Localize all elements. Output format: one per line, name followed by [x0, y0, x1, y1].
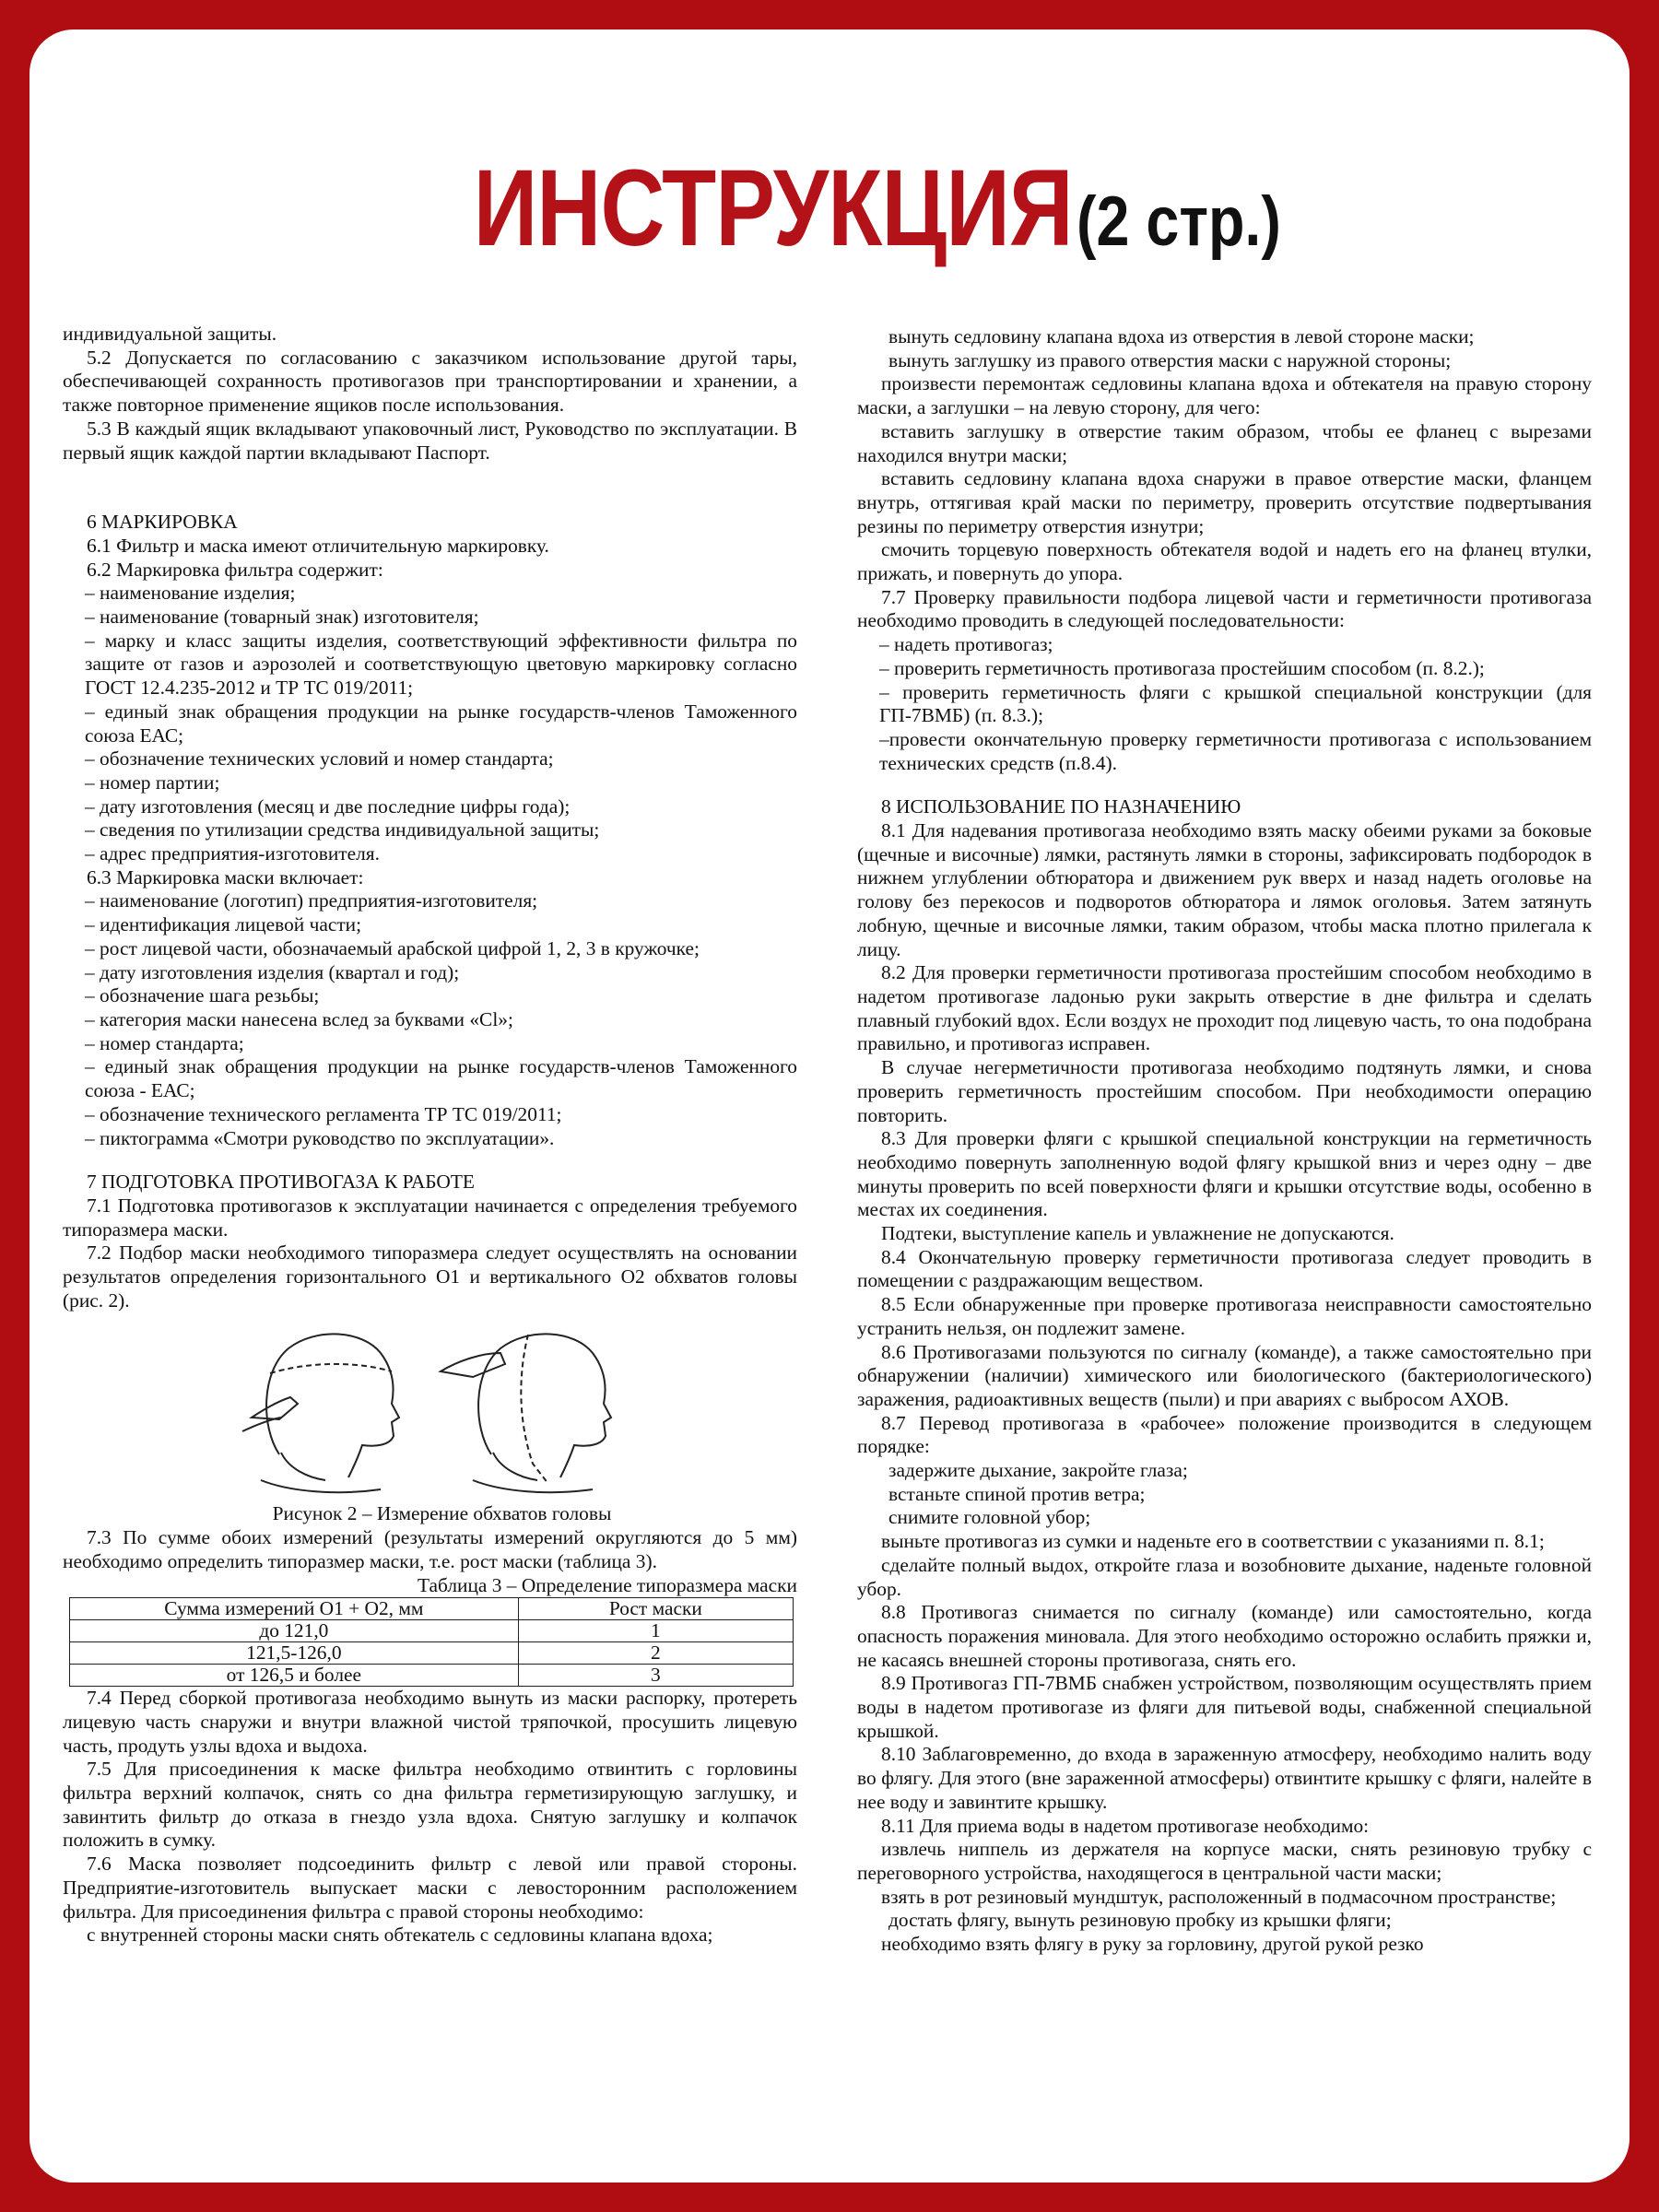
paragraph: 8.4 Окончательную проверку герметичности противогаза следует проводить в помещении с раздражающим веществом.	[857, 1245, 1592, 1292]
paragraph: индивидуальной защиты.	[63, 323, 277, 345]
step-item: достать флягу, вынуть резиновую пробку из крышки фляги;	[888, 1909, 1392, 1932]
paragraph: 7.2 Подбор маски необходимого типоразмера следует осуществлять на основании результатов определения горизонтального О1 и вертикального О2 обхватов головы (рис. 2).	[63, 1241, 797, 1312]
paragraph: 7.1 Подготовка противогазов к эксплуатации начинается с определения требуемого типоразмера маски.	[63, 1194, 797, 1241]
paragraph: 6.1 Фильтр и маска имеют отличительную маркировку.	[87, 534, 549, 557]
list-item: – наименование (товарный знак) изготовителя;	[85, 606, 479, 629]
paragraph: 8.10 Заблаговременно, до входа в зараженную атмосферу, необходимо налить воду во флягу. Для этого (вне зараженной атмосферы) отвинтите крышку с фляги, налейте в нее воду и завинтите крышку.	[857, 1743, 1592, 1813]
table-cell: 3	[518, 1665, 793, 1687]
paragraph: 6.3 Маркировка маски включает:	[87, 865, 364, 888]
table-row	[70, 1620, 794, 1642]
paragraph: 7.4 Перед сборкой противогаза необходимо вынуть из маски распорку, протереть лицевую часть снаружи и внутри влажной чистой тряпочкой, просушить лицевую часть, продуть узлы вдоха и выдоха.	[63, 1687, 797, 1757]
step-item: вынуть заглушку из правого отверстия маски с наружной стороны;	[888, 348, 1452, 371]
step-item: вставить заглушку в отверстие таким образом, чтобы ее фланец с вырезами находился внутри маски;	[857, 419, 1592, 466]
table-row	[70, 1642, 794, 1665]
step-item: снимите головной убор;	[888, 1506, 1091, 1529]
table-header-row	[70, 1598, 794, 1620]
list-item: – номер партии;	[85, 771, 220, 794]
list-item: – дату изготовления изделия (квартал и год);	[85, 960, 460, 983]
title-main: ИНСТРУКЦИЯ	[473, 147, 1073, 269]
table-cell: 1	[518, 1620, 793, 1642]
right-column	[857, 325, 1592, 2123]
list-item: – наименование изделия;	[85, 582, 296, 605]
list-item: – обозначение технического регламента ТР ТС 019/2011;	[85, 1102, 562, 1125]
paragraph: 6.2 Маркировка фильтра содержит:	[87, 558, 383, 581]
table-row	[70, 1665, 794, 1687]
section-7-heading: 7 ПОДГОТОВКА ПРОТИВОГАЗА К РАБОТЕ	[87, 1171, 475, 1194]
list-item: – надеть противогаз;	[879, 633, 1053, 656]
paragraph: 8.1 Для надевания противогаза необходимо взять маску обеими руками за боковые (щечные и височные) лямки, растянуть лямки в стороны, зафиксировать подбородок в нижнем углублении обтюратора и движением рук вверх и назад надеть оголовье на голову без перекосов и подворотов обтюратора и лямок оголовья. Затем затянуть лобную, щечные и височные лямки, таким образом, чтобы маска плотно прилегала к лицу.	[857, 819, 1592, 960]
figure-head-measurement	[63, 1316, 797, 1500]
paragraph: 7.7 Проверку правильности подбора лицевой части и герметичности противогаза необходимо проводить в следующей последовательности:	[857, 585, 1592, 632]
section-8-heading: 8 ИСПОЛЬЗОВАНИЕ ПО НАЗНАЧЕНИЮ	[881, 795, 1241, 818]
table-cell: 2	[518, 1642, 793, 1665]
paragraph: 8.11 Для приема воды в надетом противогазе необходимо:	[881, 1814, 1370, 1837]
list-item: – категория маски нанесена вслед за буквами «Cl»;	[85, 1007, 513, 1030]
list-item: – обозначение шага резьбы;	[85, 984, 320, 1007]
step-item: смочить торцевую поверхность обтекателя водой и надеть его на фланец втулки, прижать, и повернуть до упора.	[857, 538, 1592, 585]
step-item: выньте противогаз из сумки и наденьте его в соответствии с указаниями п. 8.1;	[881, 1530, 1545, 1553]
list-item: –провести окончательную проверку герметичности противогаза с использованием технических средств (п.8.4).	[879, 727, 1592, 774]
section-6-heading: 6 МАРКИРОВКА	[87, 511, 238, 534]
step-item: встаньте спиной против ветра;	[888, 1482, 1146, 1505]
list-item: – пиктограмма «Смотри руководство по эксплуатации».	[85, 1126, 555, 1149]
left-column	[63, 323, 797, 2120]
list-item: – проверить герметичность противогаза простейшим способом (п. 8.2.);	[879, 656, 1485, 679]
list-item: – сведения по утилизации средства индивидуальной защиты;	[85, 818, 600, 841]
paragraph: 7.3 По сумме обоих измерений (результаты измерений округляются до 5 мм) необходимо определить типоразмер маски, т.е. рост маски (таблица 3).	[63, 1526, 797, 1572]
step-item: сделайте полный выдох, откройте глаза и возобновите дыхание, наденьте головной убор.	[857, 1553, 1592, 1600]
list-item: – проверить герметичность фляги с крышкой специальной конструкции (для ГП-7ВМБ) (п. 8.3.);	[879, 680, 1592, 727]
page-title	[29, 147, 1630, 269]
table-cell: 121,5-126,0	[70, 1642, 519, 1665]
list-item: – единый знак обращения продукции на рынке государств-членов Таможенного союза ЕАС;	[85, 700, 797, 747]
table-cell: от 126,5 и более	[70, 1665, 519, 1687]
paragraph: 8.9 Противогаз ГП-7ВМБ снабжен устройством, позволяющим осуществлять прием воды в надетом противогазе из фляги для питьевой воды, снабженной специальной крышкой.	[857, 1672, 1592, 1742]
table-caption: Таблица 3 – Определение типоразмера маски	[417, 1573, 797, 1596]
list-item: – обозначение технических условий и номер стандарта;	[85, 747, 554, 771]
paragraph: 7.6 Маска позволяет подсоединить фильтр с левой или правой стороны. Предприятие-изготовитель выпускает маски с левосторонним расположением фильтра. Для присоединения фильтра с правой стороны необходимо:	[63, 1853, 797, 1923]
paragraph: 5.3 В каждый ящик вкладывают упаковочный лист, Руководство по эксплуатации. В первый ящик каждой партии вкладывают Паспорт.	[63, 417, 797, 464]
list-item: – единый знак обращения продукции на рынке государств-членов Таможенного союза - ЕАС;	[85, 1055, 797, 1102]
paragraph: 8.5 Если обнаруженные при проверке противогаза неисправности самостоятельно устранить нельзя, он подлежит замене.	[857, 1293, 1592, 1339]
paragraph: с внутренней стороны маски снять обтекатель с седловины клапана вдоха;	[87, 1924, 713, 1947]
list-item: – дату изготовления (месяц и две последние цифры года);	[85, 794, 571, 818]
paragraph: 7.5 Для присоединения к маске фильтра необходимо отвинтить с горловины фильтра верхний колпачок, снять со дна фильтра герметизирующую заглушку, и завинтить фильтр до отказа в гнездо узла вдоха. Снятую заглушку и колпачок положить в сумку.	[63, 1758, 797, 1852]
step-item: вставить седловину клапана вдоха снаружи в правое отверстие маски, фланцем внутрь, оттягивая край маски по периметру, проверить отсутствие подвертывания резины по периметру отверстия изнутри;	[857, 467, 1592, 537]
paragraph: 8.7 Перевод противогаза в «рабочее» положение производится в следующем порядке:	[857, 1411, 1592, 1458]
table-header: Сумма измерений О1 + О2, мм	[70, 1598, 519, 1620]
figure-caption: Рисунок 2 – Измерение обхватов головы	[272, 1502, 612, 1525]
step-item: вынуть седловину клапана вдоха из отверстия в левой стороне маски;	[888, 325, 1475, 347]
step-item: необходимо взять флягу в руку за горловину, другой рукой резко	[881, 1933, 1424, 1956]
paragraph: 5.2 Допускается по согласованию с заказчиком использование другой тары, обеспечивающей сохранность противогазов при транспортировании и хранении, а также повторное применение ящиков после использования.	[63, 346, 797, 417]
paragraph: 8.8 Противогаз снимается по сигналу (команде) или самостоятельно, когда опасность поражения миновала. Для этого необходимо осторожно ослабить пряжки и, не касаясь внешней стороны противогаза, снять его.	[857, 1601, 1592, 1671]
list-item: – адрес предприятия-изготовителя.	[85, 842, 380, 865]
head-measurement-illustration	[224, 1316, 629, 1500]
paragraph: 8.2 Для проверки герметичности противогаза простейшим способом необходимо в надетом противогазе ладонью руки закрыть отверстие в дне фильтра и сделать плавный глубокий вдох. Если воздух не проходит под лицевую часть, то она подобрана правильно, и противогаз исправен.	[857, 961, 1592, 1055]
list-item: – идентификация лицевой части;	[85, 913, 362, 936]
step-item: взять в рот резиновый мундштук, расположенный в подмасочном пространстве;	[881, 1885, 1557, 1908]
title-page-number: (2 стр.)	[1077, 182, 1281, 261]
list-item: – марку и класс защиты изделия, соответствующий эффективности фильтра по защите от газов и аэрозолей и соответствующую цветовую маркировку согласно ГОСТ 12.4.235-2012 и ТР ТС 019/2011;	[85, 629, 797, 700]
list-item: – рост лицевой части, обозначаемый арабской цифрой 1, 2, 3 в кружочке;	[85, 936, 700, 959]
size-table	[69, 1597, 794, 1687]
table-cell: до 121,0	[70, 1620, 519, 1642]
paragraph: 8.6 Противогазами пользуются по сигналу (команде), а также самостоятельно при обнаружении (наличии) химического или биологического (бактериологического) заражения, радиоактивных веществ (пыли) и при авариях с выбросом АХОВ.	[857, 1340, 1592, 1410]
step-item: произвести перемонтаж седловины клапана вдоха и обтекателя на правую сторону маски, а заглушки – на левую сторону, для чего:	[857, 372, 1592, 419]
page-frame	[29, 29, 1630, 2183]
list-item: – номер стандарта;	[85, 1031, 244, 1054]
list-item: – наименование (логотип) предприятия-изготовителя;	[85, 889, 538, 912]
paragraph: 8.3 Для проверки фляги с крышкой специальной конструкции на герметичность необходимо повернуть заполненную водой флягу крышкой вниз и через одну – две минуты проверить по всей поверхности фляги и крышки отсутствие воды, особенно в местах их соединения.	[857, 1127, 1592, 1221]
table-header: Рост маски	[518, 1598, 793, 1620]
step-item: задержите дыхание, закройте глаза;	[888, 1459, 1188, 1482]
paragraph: В случае негерметичности противогаза необходимо подтянуть лямки, и снова проверить герметичность простейшим способом. При необходимости операцию повторить.	[857, 1056, 1592, 1126]
paragraph: Подтеки, выступление капель и увлажнение не допускаются.	[881, 1222, 1394, 1245]
step-item: извлечь ниппель из держателя на корпусе маски, снять резиновую трубку с переговорного устройства, находящегося в центральной части маски;	[857, 1838, 1592, 1884]
